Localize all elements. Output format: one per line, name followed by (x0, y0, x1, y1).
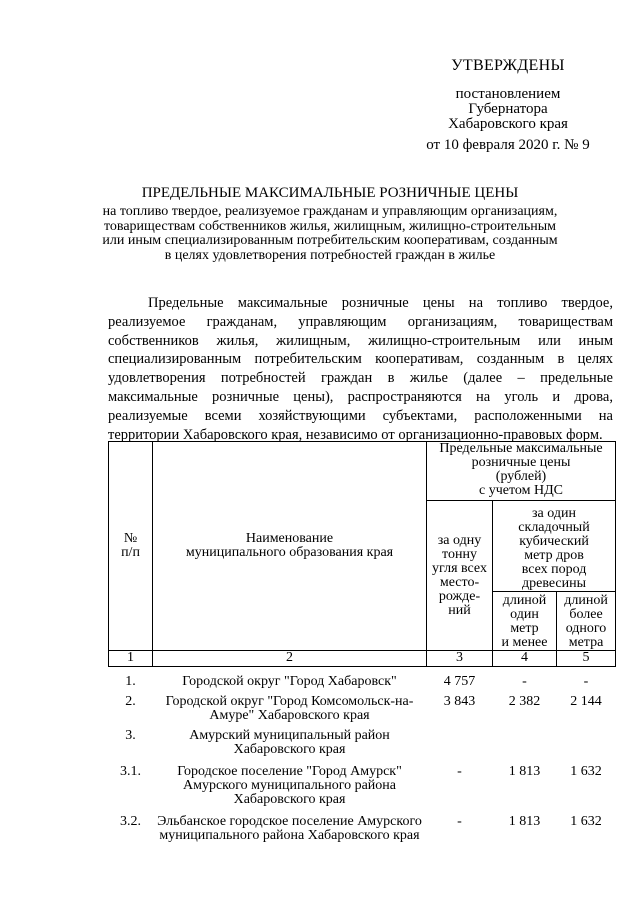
row-name: Городское поселение "Город Амурск" Амурского муниципального района Хабаровского края (177, 764, 402, 807)
table-row (109, 765, 616, 815)
row-coal: - (457, 814, 462, 829)
header-coal: за одну тонну угля всех место- рожде- ний (427, 501, 493, 651)
table-row (109, 729, 616, 765)
row-wood-short: 1 813 (508, 814, 541, 829)
row-name: Амурский муниципальный район Хабаровского края (189, 728, 390, 757)
row-wood-short (493, 729, 557, 765)
header-prices: Предельные максимальные розничные цены (рублей) с учетом НДС (427, 442, 616, 501)
row-wood-short: 2 382 (508, 694, 541, 709)
header-wood: за один складочный кубический метр дров всех пород древесины (493, 501, 616, 592)
col-number: 5 (557, 651, 616, 667)
row-num: 3.1. (120, 764, 141, 779)
col-number: 1 (109, 651, 153, 667)
header-name: Наименование муниципального образования края (153, 442, 427, 651)
col-number: 4 (493, 651, 557, 667)
row-wood-long: 2 144 (570, 694, 602, 709)
row-coal: - (457, 764, 462, 779)
subtitle-line: на топливо твердое, реализуемое гражданам и управляющим организациям, (102, 204, 558, 219)
row-wood-short: 1 813 (508, 764, 541, 779)
approval-date: от 10 февраля 2020 г. № 9 (426, 137, 590, 153)
row-coal (427, 729, 493, 765)
col-number: 2 (153, 651, 427, 667)
row-coal: 3 843 (443, 694, 476, 709)
row-wood-long: - (583, 674, 589, 689)
col-number: 3 (427, 651, 493, 667)
table-row (109, 667, 616, 696)
row-name: Городской округ "Город Хабаровск" (182, 674, 397, 689)
row-name: Эльбанское городское поселение Амурского муниципального района Хабаровского края (157, 814, 422, 843)
row-wood-long (557, 729, 616, 765)
row-coal: 4 757 (443, 674, 476, 689)
prices-table (108, 441, 616, 865)
row-name: Городской округ "Город Комсомольск-на-Амуре" Хабаровского края (165, 694, 414, 723)
table-row (109, 695, 616, 729)
approval-line-3: Хабаровского края (448, 116, 568, 132)
row-wood-long: 1 632 (570, 764, 602, 779)
approval-line-1: постановлением (455, 86, 561, 102)
row-wood-long: 1 632 (570, 814, 602, 829)
row-num: 1. (125, 674, 136, 689)
approval-line-2: Губернатора (468, 101, 548, 117)
header-wood-short: длиной один метр и менее (493, 592, 557, 651)
subtitle-line: или иным специализированным потребительским кооперативам, созданным (102, 233, 558, 248)
document-title: ПРЕДЕЛЬНЫЕ МАКСИМАЛЬНЫЕ РОЗНИЧНЫЕ ЦЕНЫ (141, 185, 519, 201)
header-wood-long: длиной более одного метра (557, 592, 616, 651)
subtitle-line: товариществам собственников жилья, жилищным, жилищно-строительным (103, 218, 557, 234)
approval-stamp (408, 58, 608, 153)
row-wood-short: - (522, 674, 527, 689)
document-subtitle (100, 205, 560, 263)
row-num: 3.2. (120, 814, 141, 829)
table-row (109, 815, 616, 865)
row-num: 3. (125, 728, 136, 743)
row-num: 2. (125, 694, 136, 709)
header-num: № п/п (109, 442, 153, 651)
approval-heading: УТВЕРЖДЕНЫ (451, 57, 565, 74)
subtitle-line: в целях удовлетворения потребностей граждан в жилье (164, 247, 496, 263)
intro-paragraph: Предельные максимальные розничные цены на топливо твердое, реализуемое гражданам, управляющим организациям, товариществам собственников жилья, жилищным, жилищно-строительным или иным специализированным потребительским кооперативам, созданным в целях удовлетворения потребностей граждан в жилье (далее – предельные максимальные розничные цены), распространяются на уголь и дрова, реализуемые всеми хозяйствующими субъектами, расположенными на территории Хабаровского края, независимо от организационно-правовых форм. (108, 295, 613, 443)
